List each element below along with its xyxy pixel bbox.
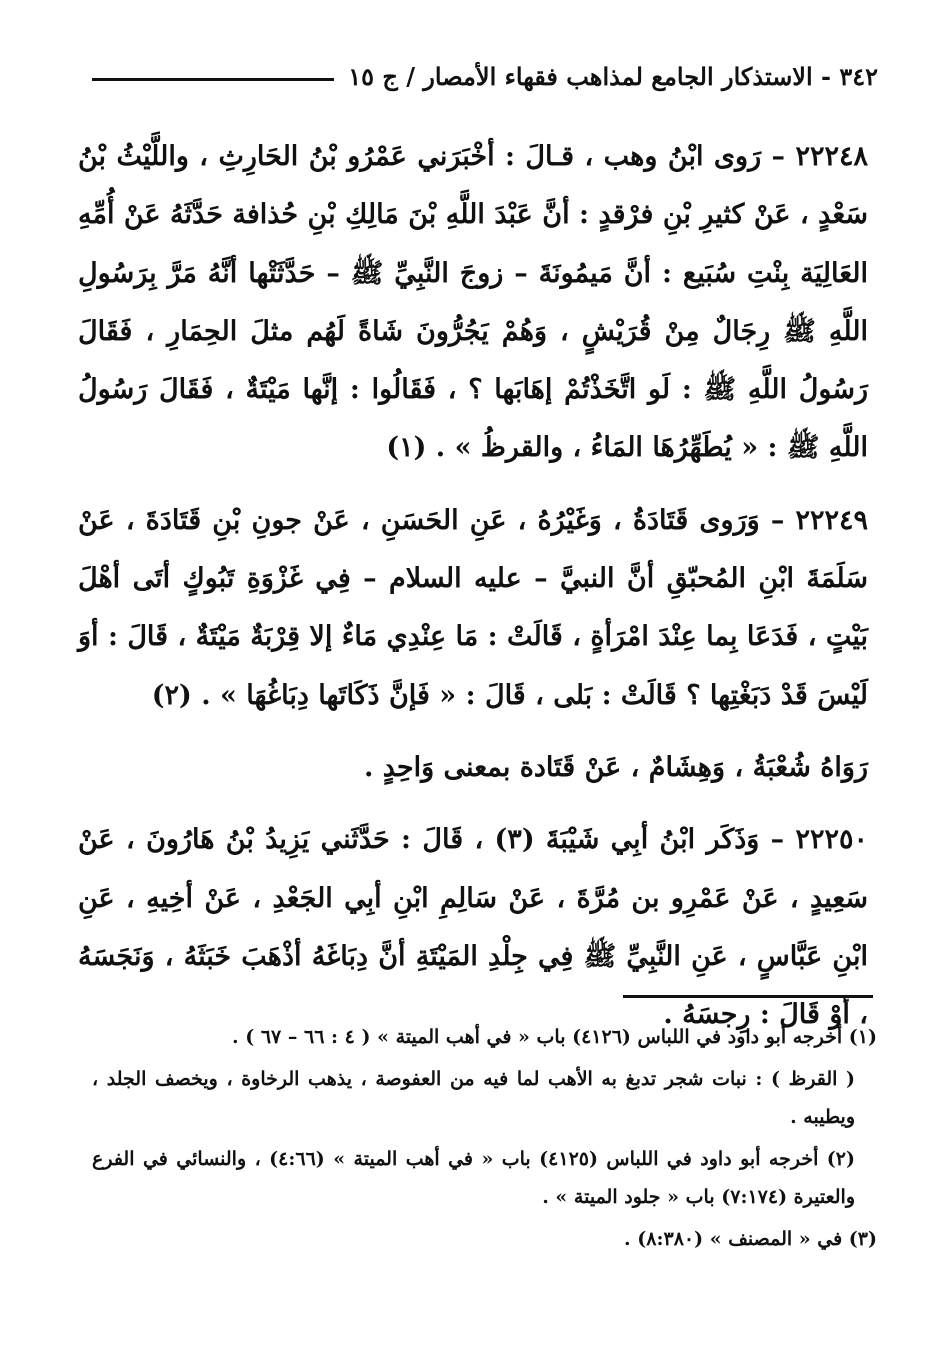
footnote-separator (623, 995, 873, 998)
paragraph-22249 (78, 492, 868, 725)
running-header (92, 56, 878, 96)
footnote-1: (١) أخرجه أبو داود في اللباس (٤١٢٦) باب « في أهب الميتة » ( ٤ : ٦٦ – ٦٧ ) . (232, 1026, 877, 1048)
header-title: ٣٤٢ - الاستذكار الجامع لمذاهب فقهاء الأمصار / ج ١٥ (348, 61, 878, 91)
footnote-2: (٢) أخرجه أبو داود في اللباس (٤١٢٥) باب « في أهب الميتة » (٤:٦٦) ، والنسائي في الفرع والعتيرة (٧:١٧٤) باب « جلود الميتة » . (92, 1148, 856, 1208)
paragraph-text: – رَوى ابْنُ وهب ، قـالَ : أخْبَرَني عَمْرُو بْنُ الحَارِثِ ، واللَّيْثُ بْنُ سَعْدٍ ، عَنْ كثيرِ بْنِ فرْقدٍ : أنَّ عَبْدَ اللَّهِ بْنَ مَالِكِ بْنِ حُذافة حَدَّثَهُ عَنْ أُمِّهِ العَالِيَة بِنْتِ سُبَيع : أنَّ مَيمُونَةَ – زوجَ النَّبِيِّ ﷺ – حَدَّثَتْها أنَّهُ مَرَّ بِرَسُولِ اللَّهِ ﷺ رِجَالٌ مِنْ قُرَيْشٍ ، وَهُمْ يَجُرُّونَ شَاةً لَهُم مثلَ الحِمَارِ ، فَقَالَ رَسُولُ اللَّهِ ﷺ : لَو اتَّخَذْتُمْ إهَابَها ؟ ، فَقَالُوا : إنَّها مَيْتَةٌ ، فَقَالَ رَسُولُ اللَّهِ ﷺ : « يُطَهِّرُهَا المَاءُ ، والقرظُ » . (١) (78, 141, 868, 464)
paragraph-22248 (78, 128, 868, 478)
paragraph-text: – وَذَكَر ابْنُ أبِي شَيْبَةَ (٣) ، قَالَ : حَدَّثَني يَزِيدُ بْنُ هَارُونَ ، عَنْ سَعِيدٍ ، عَنْ عَمْرِو بن مُرَّةَ ، عَنْ سَالِمِ ابْنِ أبِي الجَعْدِ ، عَنْ أخِيهِ ، عَنِ ابْنِ عَبَّاسٍ ، عَنِ النَّبِيِّ ﷺ فِي جِلْدِ المَيْتَةِ أنَّ دِبَاغَهُ أذْهَبَ خَبَثَهُ ، وَنَجَسَهُ ، أوْ قَالَ : رِجسَهُ . (78, 824, 868, 1031)
paragraph-text: رَوَاهُ شُعْبَةُ ، وَهِشَامٌ ، عَنْ قَتَادة بمعنى وَاحِدٍ . (363, 751, 868, 783)
paragraph-number: ٢٢٢٤٨ (795, 141, 868, 172)
paragraph-number: ٢٢٢٥٠ (795, 824, 869, 856)
header-rule (92, 78, 334, 81)
paragraph-text: – وَرَوى قَتَادَةُ ، وَغَيْرُهُ ، عَنِ الحَسَنِ ، عَنْ جونِ بْنِ قَتَادَةَ ، عَنْ سَلَمَةَ ابْنِ المُحبّقِ أنَّ النبيَّ – عليه السلام – فِي غَزْوَةِ تَبُوكٍ أتَى أهْلَ بَيْتٍ ، فَدَعَا بِما عِنْدَ امْرَأةٍ ، قَالَتْ : مَا عِنْدِي مَاءٌ إلا قِرْبَةٌ مَيْتَةٌ ، قَالَ : أوَ لَيْسَ قَدْ دَبَغْتِها ؟ قَالَتْ : بَلى ، قَالَ : « فَإنَّ ذَكَاتَها دِبَاغُهَا » . (٢) (78, 504, 868, 711)
footnote-qaraz-note: ( القرظ ) : نبات شجر تدبغ به الأهب لما فيه من العفوصة ، يذهب الرخاوة ، ويخصف الجلد ، ويطيبه . (92, 1068, 855, 1128)
footnote-3: (٣) في « المصنف » (٨:٣٨٠) . (624, 1228, 877, 1250)
footnotes (92, 1018, 877, 1262)
paragraph-number: ٢٢٢٤٩ (795, 504, 868, 536)
paragraph-riwaya (78, 739, 868, 797)
paragraph-22250 (78, 811, 868, 1044)
main-text (78, 128, 868, 1044)
